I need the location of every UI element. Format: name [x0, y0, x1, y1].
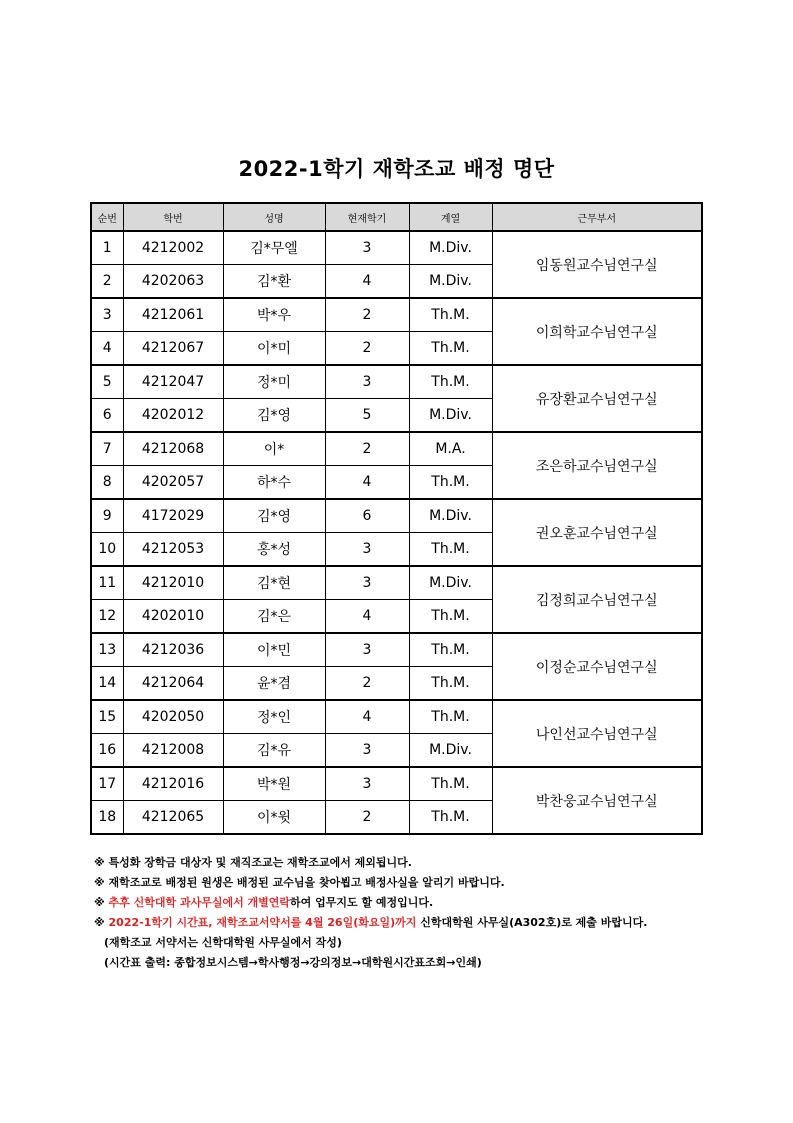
row-no: 10	[91, 533, 123, 567]
track: Th.M.	[409, 633, 492, 667]
department: 김정희교수님연구실	[492, 566, 702, 633]
row-no: 5	[91, 365, 123, 399]
track: M.Div.	[409, 734, 492, 768]
current-semester: 3	[325, 767, 409, 801]
department: 박찬웅교수님연구실	[492, 767, 702, 834]
header-track: 계열	[409, 203, 492, 231]
current-semester: 4	[325, 600, 409, 634]
header-department: 근무부서	[492, 203, 702, 231]
student-name: 김*현	[223, 566, 325, 600]
student-id: 4212036	[123, 633, 223, 667]
track: M.Div.	[409, 499, 492, 533]
current-semester: 2	[325, 332, 409, 366]
department: 나인선교수님연구실	[492, 700, 702, 767]
student-id: 4212016	[123, 767, 223, 801]
row-no: 13	[91, 633, 123, 667]
track: Th.M.	[409, 533, 492, 567]
table-row	[91, 499, 702, 533]
note-deadline-highlight: 2022-1학기 시간표, 재학조교서약서를 4월 26일(화요일)까지	[108, 916, 417, 929]
track: M.Div.	[409, 231, 492, 265]
table-row	[91, 365, 702, 399]
note-visit-professor: ※ 재학조교로 배정된 원생은 배정된 교수님을 찾아뵙고 배정사실을 알리기 바랍니다.	[94, 876, 505, 889]
current-semester: 3	[325, 365, 409, 399]
track: Th.M.	[409, 298, 492, 332]
department: 임동원교수님연구실	[492, 231, 702, 298]
track: Th.M.	[409, 767, 492, 801]
row-no: 1	[91, 231, 123, 265]
current-semester: 3	[325, 231, 409, 265]
track: M.Div.	[409, 399, 492, 433]
current-semester: 2	[325, 298, 409, 332]
student-id: 4202012	[123, 399, 223, 433]
row-no: 9	[91, 499, 123, 533]
student-id: 4212064	[123, 667, 223, 701]
track: M.A.	[409, 432, 492, 466]
department: 이희학교수님연구실	[492, 298, 702, 365]
note-deadline: ※ 2022-1학기 시간표, 재학조교서약서를 4월 26일(화요일)까지 신학대학원 사무실(A302호)로 제출 바랍니다.	[94, 916, 648, 929]
track: Th.M.	[409, 700, 492, 734]
current-semester: 2	[325, 667, 409, 701]
student-name: 김*환	[223, 265, 325, 299]
track: M.Div.	[409, 566, 492, 600]
table-row	[91, 700, 702, 734]
row-no: 8	[91, 466, 123, 500]
student-id: 4202057	[123, 466, 223, 500]
student-name: 김*영	[223, 399, 325, 433]
note-timetable: (시간표 출력: 종합정보시스템→학사행정→강의정보→대학원시간표조회→인쇄)	[104, 956, 482, 969]
student-name: 홍*성	[223, 533, 325, 567]
row-no: 3	[91, 298, 123, 332]
student-name: 이*	[223, 432, 325, 466]
note-contact: ※ 추후 신학대학 과사무실에서 개별연락하여 업무지도 할 예정입니다.	[94, 896, 434, 909]
note-pledge: (재학조교 서약서는 신학대학원 사무실에서 작성)	[104, 936, 342, 949]
student-name: 이*미	[223, 332, 325, 366]
note-exclusion: ※ 특성화 장학금 대상자 및 재직조교는 재학조교에서 제외됩니다.	[94, 856, 412, 869]
table-row	[91, 767, 702, 801]
current-semester: 4	[325, 265, 409, 299]
student-name: 김*영	[223, 499, 325, 533]
note-contact-highlight: 추후 신학대학 과사무실에서 개별연락	[108, 896, 291, 909]
row-no: 6	[91, 399, 123, 433]
row-no: 11	[91, 566, 123, 600]
department: 유장환교수님연구실	[492, 365, 702, 432]
department: 이정순교수님연구실	[492, 633, 702, 700]
student-id: 4212008	[123, 734, 223, 768]
table-header-row	[91, 203, 702, 231]
department: 권오훈교수님연구실	[492, 499, 702, 566]
track: Th.M.	[409, 600, 492, 634]
student-name: 박*우	[223, 298, 325, 332]
student-id: 4212068	[123, 432, 223, 466]
table-row	[91, 432, 702, 466]
page-title: 2022-1학기 재학조교 배정 명단	[238, 157, 555, 181]
current-semester: 5	[325, 399, 409, 433]
row-no: 14	[91, 667, 123, 701]
track: Th.M.	[409, 466, 492, 500]
student-name: 하*수	[223, 466, 325, 500]
table-row	[91, 633, 702, 667]
student-id: 4212002	[123, 231, 223, 265]
header-no: 순번	[91, 203, 123, 231]
student-id: 4202063	[123, 265, 223, 299]
student-id: 4172029	[123, 499, 223, 533]
student-id: 4212053	[123, 533, 223, 567]
student-id: 4212047	[123, 365, 223, 399]
row-no: 16	[91, 734, 123, 768]
current-semester: 2	[325, 801, 409, 835]
current-semester: 2	[325, 432, 409, 466]
current-semester: 4	[325, 700, 409, 734]
table-row	[91, 231, 702, 265]
assignment-table	[90, 202, 703, 835]
student-id: 4212065	[123, 801, 223, 835]
current-semester: 6	[325, 499, 409, 533]
track: Th.M.	[409, 332, 492, 366]
table-row	[91, 566, 702, 600]
current-semester: 3	[325, 734, 409, 768]
header-semester: 현재학기	[325, 203, 409, 231]
row-no: 12	[91, 600, 123, 634]
student-name: 박*원	[223, 767, 325, 801]
student-name: 김*은	[223, 600, 325, 634]
header-name: 성명	[223, 203, 325, 231]
current-semester: 3	[325, 633, 409, 667]
row-no: 17	[91, 767, 123, 801]
row-no: 2	[91, 265, 123, 299]
notes-section	[94, 853, 734, 973]
row-no: 4	[91, 332, 123, 366]
row-no: 15	[91, 700, 123, 734]
student-id: 4212061	[123, 298, 223, 332]
student-id: 4202050	[123, 700, 223, 734]
student-name: 김*유	[223, 734, 325, 768]
student-id: 4212010	[123, 566, 223, 600]
student-name: 김*무엘	[223, 231, 325, 265]
current-semester: 4	[325, 466, 409, 500]
student-name: 윤*겸	[223, 667, 325, 701]
student-name: 정*인	[223, 700, 325, 734]
current-semester: 3	[325, 533, 409, 567]
department: 조은하교수님연구실	[492, 432, 702, 499]
student-name: 정*미	[223, 365, 325, 399]
track: Th.M.	[409, 801, 492, 835]
student-name: 이*윗	[223, 801, 325, 835]
header-student-id: 학번	[123, 203, 223, 231]
track: M.Div.	[409, 265, 492, 299]
student-name: 이*민	[223, 633, 325, 667]
current-semester: 3	[325, 566, 409, 600]
track: Th.M.	[409, 365, 492, 399]
row-no: 7	[91, 432, 123, 466]
table-row	[91, 298, 702, 332]
student-id: 4202010	[123, 600, 223, 634]
student-id: 4212067	[123, 332, 223, 366]
row-no: 18	[91, 801, 123, 835]
track: Th.M.	[409, 667, 492, 701]
